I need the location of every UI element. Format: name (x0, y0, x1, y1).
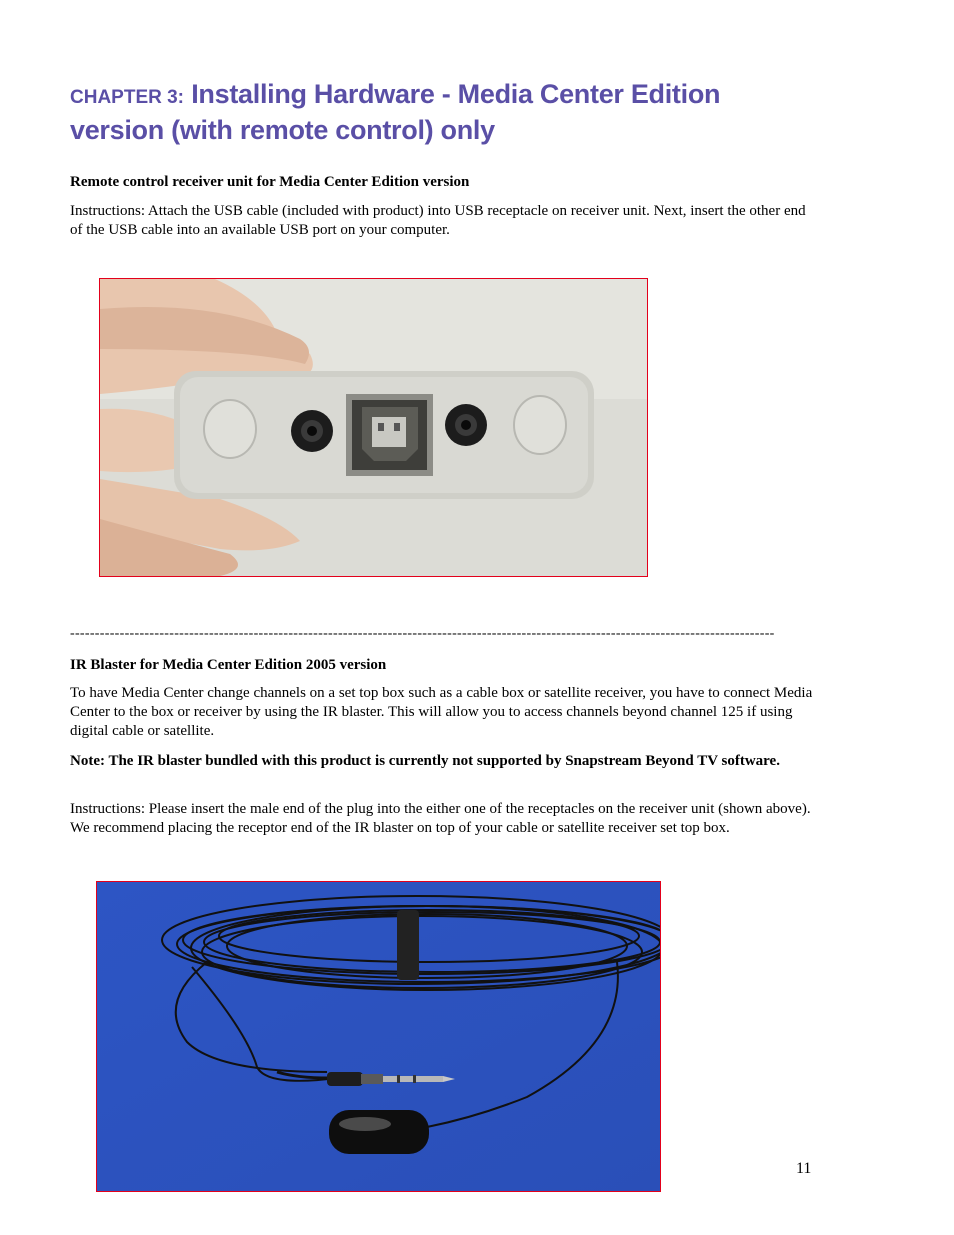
receiver-unit-illustration (100, 279, 647, 576)
receiver-section-title: Remote control receiver unit for Media Center Edition version (70, 174, 470, 190)
chapter-heading (70, 78, 870, 147)
receiver-instructions: Instructions: Attach the USB cable (included with product) into USB receptacle on receiver unit. Next, insert the other end of the USB cable into an available USB port on your computer. (70, 203, 806, 238)
section-divider: ---------------------------------------------------------------------------------------------------------------------------------------------- (70, 626, 775, 641)
ir-blaster-instructions: Instructions: Please insert the male end of the plug into the either one of the receptacles on the receiver unit (shown above). We recommend placing the receptor end of the IR blaster on top of your cable or satellite receiver set top box. (70, 801, 811, 836)
chapter-label: CHAPTER 3: (70, 87, 185, 108)
receiver-unit-photo (99, 278, 648, 577)
ir-blaster-illustration (97, 882, 660, 1191)
ir-blaster-note: Note: The IR blaster bundled with this product is currently not supported by Snapstream Beyond TV software. (70, 753, 780, 769)
chapter-title-line2: version (with remote control) only (70, 115, 495, 145)
page-number: 11 (796, 1160, 812, 1177)
chapter-title-line1: Installing Hardware - Media Center Edition (191, 79, 721, 109)
ir-blaster-section-title: IR Blaster for Media Center Edition 2005 version (70, 657, 387, 673)
ir-blaster-photo (96, 881, 661, 1192)
ir-blaster-description: To have Media Center change channels on a set top box such as a cable box or satellite receiver, you have to connect Media Center to the box or receiver by using the IR blaster. This will allow you to access channels beyond channel 125 if using digital cable or satellite. (70, 685, 813, 739)
